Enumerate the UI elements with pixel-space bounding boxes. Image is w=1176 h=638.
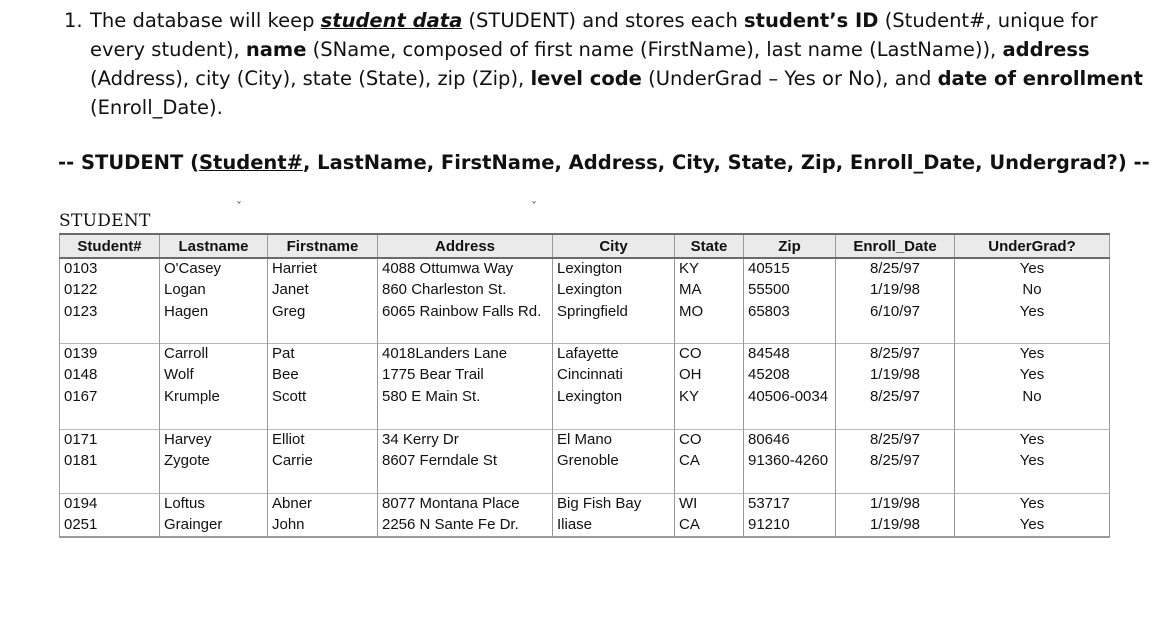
schema-definition [58,151,1150,174]
cell-enroll-date: 1/19/98 [836,365,955,387]
text-segment: (STUDENT) and stores each [462,9,745,32]
cell-lastname: Krumple [160,387,268,429]
cell-address: 2256 N Sante Fe Dr. [378,515,553,537]
cell-lastname: Loftus [160,493,268,515]
cell-student-num: 0251 [60,515,160,537]
cell-address: 8077 Montana Place [378,493,553,515]
cell-state: CO [675,429,744,451]
cell-address: 580 E Main St. [378,387,553,429]
cell-zip: 91210 [744,515,836,537]
cell-city: Lexington [553,258,675,280]
cell-undergrad: No [955,280,1110,302]
cell-address: 4088 Ottumwa Way [378,258,553,280]
text-segment: (Student#, unique for every student), [90,9,1098,61]
table-row [60,302,1110,343]
cell-address: 1775 Bear Trail [378,365,553,387]
table-title: STUDENT [59,211,151,231]
cell-lastname: Harvey [160,429,268,451]
cell-firstname: Janet [268,280,378,302]
col-header-city: City [553,234,675,258]
cell-enroll-date: 8/25/97 [836,451,955,493]
cell-address: 4018Landers Lane [378,343,553,365]
col-header-firstname: Firstname [268,234,378,258]
schema-attributes: , LastName, FirstName, Address, City, State, Zip, Enroll_Date, Undergrad?) -- [302,151,1150,174]
table-row [60,258,1110,280]
name-term: name [245,38,307,61]
table-row [60,280,1110,302]
cell-zip: 65803 [744,302,836,343]
cell-state: CA [675,451,744,493]
cell-zip: 80646 [744,429,836,451]
cell-enroll-date: 1/19/98 [836,280,955,302]
cell-firstname: Bee [268,365,378,387]
cell-lastname: Logan [160,280,268,302]
cell-firstname: John [268,515,378,537]
cell-enroll-date: 1/19/98 [836,493,955,515]
cell-undergrad: No [955,387,1110,429]
cell-student-num: 0103 [60,258,160,280]
cell-address: 34 Kerry Dr [378,429,553,451]
cell-city: Cincinnati [553,365,675,387]
header-row [60,234,1110,258]
table-row [60,451,1110,493]
student-data-term: student data [320,9,463,32]
cell-city: Lafayette [553,343,675,365]
text-segment: (Enroll_Date). [90,96,223,119]
cell-zip: 45208 [744,365,836,387]
table-row [60,365,1110,387]
col-header-undergrad: UnderGrad? [955,234,1110,258]
enrollment-date-term: date of enrollment [937,67,1143,90]
table-row [60,387,1110,429]
table-row [60,515,1110,537]
cell-undergrad: Yes [955,493,1110,515]
address-term: address [1002,38,1090,61]
cell-city: El Mano [553,429,675,451]
cell-zip: 40515 [744,258,836,280]
cell-address: 860 Charleston St. [378,280,553,302]
cell-lastname: Hagen [160,302,268,343]
cell-lastname: Zygote [160,451,268,493]
cell-firstname: Harriet [268,258,378,280]
cell-undergrad: Yes [955,515,1110,537]
cell-lastname: Wolf [160,365,268,387]
cell-enroll-date: 8/25/97 [836,343,955,365]
level-code-term: level code [530,67,642,90]
cell-state: MO [675,302,744,343]
cell-enroll-date: 1/19/98 [836,515,955,537]
requirement-paragraph [64,6,1144,122]
cell-student-num: 0123 [60,302,160,343]
text-segment: (SName, composed of first name (FirstName), last name (LastName)), [306,38,1003,61]
cell-state: MA [675,280,744,302]
cell-undergrad: Yes [955,429,1110,451]
requirement-text [90,6,1144,122]
cell-state: CA [675,515,744,537]
cell-student-num: 0194 [60,493,160,515]
student-table [59,233,1110,538]
col-header-student-num: Student# [60,234,160,258]
col-header-lastname: Lastname [160,234,268,258]
cell-enroll-date: 6/10/97 [836,302,955,343]
cell-city: Grenoble [553,451,675,493]
cell-state: CO [675,343,744,365]
schema-prefix: -- STUDENT ( [58,151,199,174]
cell-city: Iliase [553,515,675,537]
cell-state: KY [675,258,744,280]
cell-undergrad: Yes [955,302,1110,343]
schema-primary-key: Student# [199,151,303,174]
cell-firstname: Elliot [268,429,378,451]
cell-address: 8607 Ferndale St [378,451,553,493]
cell-enroll-date: 8/25/97 [836,387,955,429]
list-number: 1. [64,9,83,32]
cell-state: WI [675,493,744,515]
cell-address: 6065 Rainbow Falls Rd. [378,302,553,343]
col-header-zip: Zip [744,234,836,258]
cell-enroll-date: 8/25/97 [836,429,955,451]
cell-lastname: O'Casey [160,258,268,280]
cell-student-num: 0167 [60,387,160,429]
cell-undergrad: Yes [955,343,1110,365]
cell-zip: 40506-0034 [744,387,836,429]
cell-zip: 55500 [744,280,836,302]
scan-mark: ˇ [236,200,242,214]
col-header-state: State [675,234,744,258]
cell-state: OH [675,365,744,387]
table-row [60,343,1110,365]
cell-firstname: Abner [268,493,378,515]
cell-student-num: 0139 [60,343,160,365]
cell-zip: 91360-4260 [744,451,836,493]
cell-lastname: Carroll [160,343,268,365]
cell-city: Springfield [553,302,675,343]
cell-student-num: 0171 [60,429,160,451]
student-id-term: student’s ID [744,9,879,32]
cell-state: KY [675,387,744,429]
col-header-address: Address [378,234,553,258]
text-segment: The database will keep [90,9,321,32]
table-row [60,493,1110,515]
cell-city: Big Fish Bay [553,493,675,515]
scan-mark: ˇ [531,200,537,214]
col-header-enroll-date: Enroll_Date [836,234,955,258]
text-segment: (Address), city (City), state (State), zip (Zip), [90,67,531,90]
cell-undergrad: Yes [955,365,1110,387]
cell-zip: 53717 [744,493,836,515]
cell-zip: 84548 [744,343,836,365]
cell-city: Lexington [553,280,675,302]
cell-firstname: Pat [268,343,378,365]
cell-firstname: Carrie [268,451,378,493]
cell-firstname: Greg [268,302,378,343]
cell-enroll-date: 8/25/97 [836,258,955,280]
cell-student-num: 0122 [60,280,160,302]
cell-undergrad: Yes [955,451,1110,493]
cell-undergrad: Yes [955,258,1110,280]
cell-city: Lexington [553,387,675,429]
table-row [60,429,1110,451]
cell-firstname: Scott [268,387,378,429]
cell-student-num: 0181 [60,451,160,493]
cell-student-num: 0148 [60,365,160,387]
text-segment: (UnderGrad – Yes or No), and [641,67,938,90]
cell-lastname: Grainger [160,515,268,537]
